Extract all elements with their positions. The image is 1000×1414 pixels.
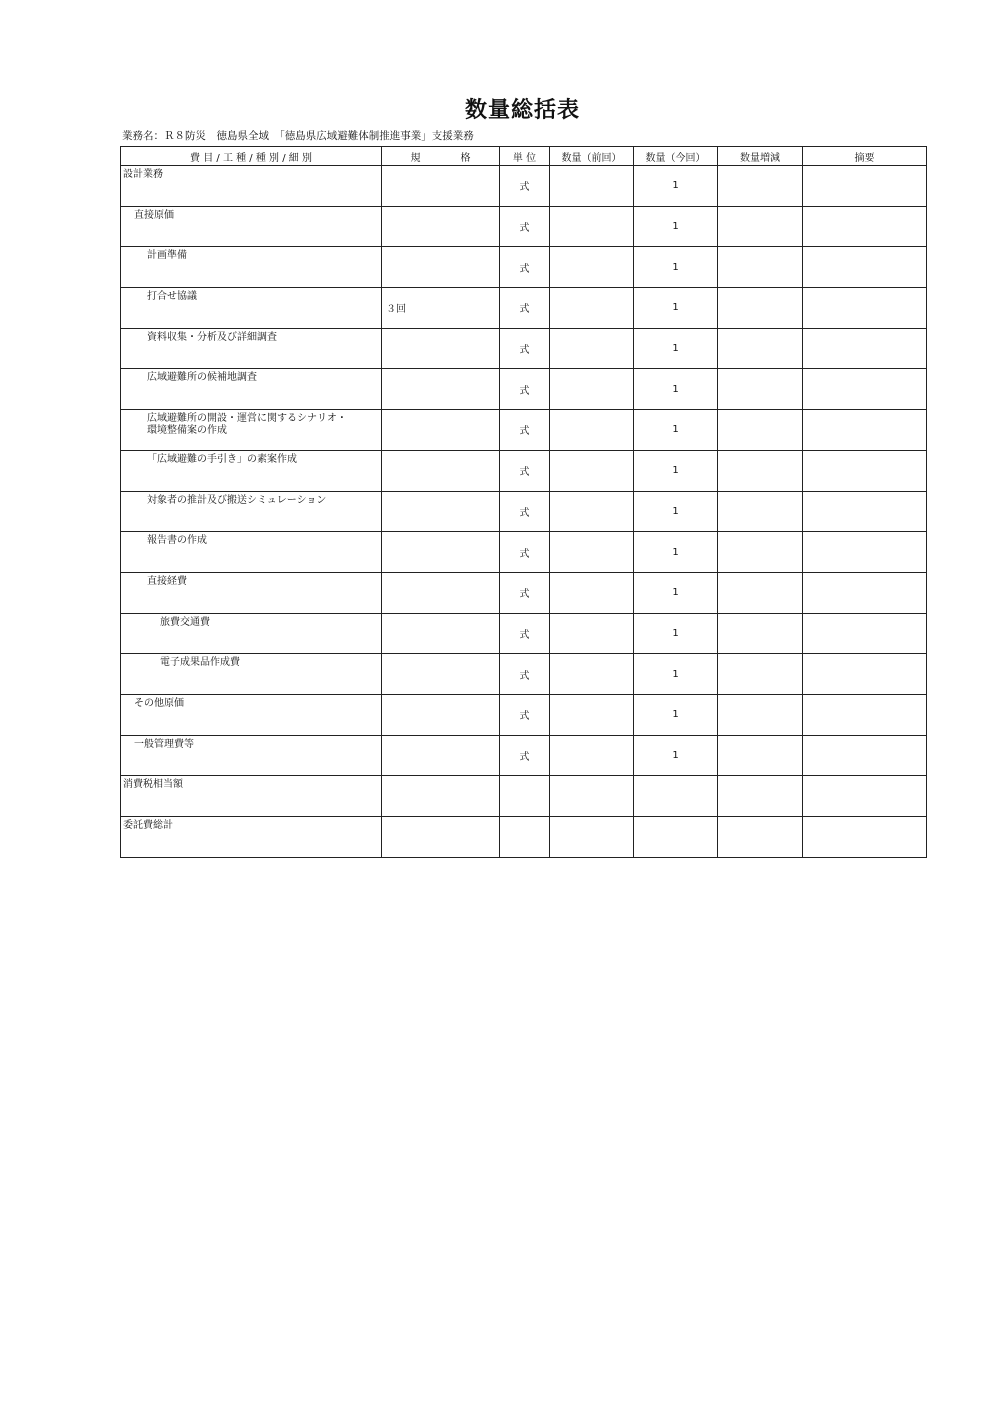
qty-prev-cell	[550, 206, 634, 247]
unit-cell: 式	[500, 247, 550, 288]
table-row	[121, 166, 927, 207]
spec-cell	[382, 532, 500, 573]
note-cell	[803, 817, 927, 858]
note-cell	[803, 776, 927, 817]
header-unit: 単 位	[500, 147, 550, 166]
unit-cell: 式	[500, 369, 550, 410]
note-cell	[803, 247, 927, 288]
qty-prev-cell	[550, 450, 634, 491]
spec-cell	[382, 572, 500, 613]
unit-cell: 式	[500, 491, 550, 532]
qty-now-cell: 1	[634, 288, 718, 329]
unit-cell: 式	[500, 694, 550, 735]
unit-cell: 式	[500, 450, 550, 491]
qty-now-cell: 1	[634, 247, 718, 288]
spec-cell	[382, 450, 500, 491]
note-cell	[803, 735, 927, 776]
qty-now-cell: 1	[634, 735, 718, 776]
table-row	[121, 613, 927, 654]
table-row	[121, 532, 927, 573]
table-row	[121, 817, 927, 858]
unit-cell: 式	[500, 206, 550, 247]
unit-cell	[500, 817, 550, 858]
unit-cell	[500, 776, 550, 817]
qty-prev-cell	[550, 532, 634, 573]
note-cell	[803, 613, 927, 654]
qty-diff-cell	[718, 817, 803, 858]
table-row	[121, 694, 927, 735]
qty-diff-cell	[718, 328, 803, 369]
qty-now-cell: 1	[634, 572, 718, 613]
unit-cell: 式	[500, 410, 550, 451]
unit-cell: 式	[500, 288, 550, 329]
item-name-cell: 報告書の作成	[121, 532, 382, 573]
qty-now-cell: 1	[634, 369, 718, 410]
qty-prev-cell	[550, 694, 634, 735]
spec-cell	[382, 817, 500, 858]
qty-diff-cell	[718, 613, 803, 654]
table-row	[121, 247, 927, 288]
qty-now-cell: 1	[634, 206, 718, 247]
note-cell	[803, 206, 927, 247]
qty-now-cell: 1	[634, 654, 718, 695]
item-name-cell: 打合せ協議	[121, 288, 382, 329]
item-name-cell: 対象者の推計及び搬送シミュレーション	[121, 491, 382, 532]
qty-diff-cell	[718, 694, 803, 735]
table-row	[121, 572, 927, 613]
table-row	[121, 491, 927, 532]
qty-prev-cell	[550, 735, 634, 776]
qty-prev-cell	[550, 654, 634, 695]
qty-now-cell: 1	[634, 532, 718, 573]
header-spec: 規 格	[382, 147, 500, 166]
spec-cell	[382, 776, 500, 817]
table-row	[121, 735, 927, 776]
qty-prev-cell	[550, 776, 634, 817]
unit-cell: 式	[500, 735, 550, 776]
qty-now-cell: 1	[634, 328, 718, 369]
qty-prev-cell	[550, 247, 634, 288]
qty-prev-cell	[550, 613, 634, 654]
table-row	[121, 654, 927, 695]
qty-diff-cell	[718, 206, 803, 247]
qty-diff-cell	[718, 491, 803, 532]
item-name-cell: その他原価	[121, 694, 382, 735]
note-cell	[803, 166, 927, 207]
item-name-cell: 直接原価	[121, 206, 382, 247]
spec-cell	[382, 694, 500, 735]
qty-prev-cell	[550, 328, 634, 369]
qty-prev-cell	[550, 369, 634, 410]
spec-cell	[382, 735, 500, 776]
note-cell	[803, 450, 927, 491]
header-note: 摘要	[803, 147, 927, 166]
note-cell	[803, 328, 927, 369]
qty-prev-cell	[550, 817, 634, 858]
qty-diff-cell	[718, 532, 803, 573]
qty-now-cell	[634, 817, 718, 858]
qty-prev-cell	[550, 166, 634, 207]
item-name-cell: 設計業務	[121, 166, 382, 207]
qty-now-cell: 1	[634, 613, 718, 654]
qty-diff-cell	[718, 247, 803, 288]
item-name-cell: 電子成果品作成費	[121, 654, 382, 695]
header-qty-now: 数量（今回）	[634, 147, 718, 166]
spec-cell	[382, 206, 500, 247]
page-title: 数量総括表	[464, 98, 580, 123]
qty-prev-cell	[550, 491, 634, 532]
qty-diff-cell	[718, 776, 803, 817]
qty-now-cell: 1	[634, 166, 718, 207]
header-item: 費 目 / 工 種 / 種 別 / 細 別	[121, 147, 382, 166]
note-cell	[803, 369, 927, 410]
note-cell	[803, 572, 927, 613]
qty-diff-cell	[718, 369, 803, 410]
qty-diff-cell	[718, 450, 803, 491]
spec-cell	[382, 613, 500, 654]
table-row	[121, 328, 927, 369]
note-cell	[803, 288, 927, 329]
qty-prev-cell	[550, 410, 634, 451]
item-name-cell: 広域避難所の開設・運営に関するシナリオ・ 環境整備案の作成	[121, 410, 382, 451]
item-name-cell: 広域避難所の候補地調査	[121, 369, 382, 410]
note-cell	[803, 694, 927, 735]
table-row	[121, 410, 927, 451]
unit-cell: 式	[500, 532, 550, 573]
qty-diff-cell	[718, 735, 803, 776]
qty-diff-cell	[718, 288, 803, 329]
unit-cell: 式	[500, 328, 550, 369]
unit-cell: 式	[500, 654, 550, 695]
spec-cell	[382, 491, 500, 532]
spec-cell	[382, 166, 500, 207]
qty-prev-cell	[550, 288, 634, 329]
qty-now-cell: 1	[634, 410, 718, 451]
qty-diff-cell	[718, 410, 803, 451]
table-row	[121, 288, 927, 329]
header-qty-prev: 数量（前回）	[550, 147, 634, 166]
spec-cell	[382, 410, 500, 451]
qty-now-cell	[634, 776, 718, 817]
spec-cell	[382, 328, 500, 369]
item-name-cell: 直接経費	[121, 572, 382, 613]
item-name-cell: 委託費総計	[121, 817, 382, 858]
unit-cell: 式	[500, 572, 550, 613]
qty-now-cell: 1	[634, 491, 718, 532]
item-name-cell: 消費税相当額	[121, 776, 382, 817]
table-header-row	[121, 147, 927, 166]
spec-cell	[382, 247, 500, 288]
unit-cell: 式	[500, 166, 550, 207]
item-name-cell: 資料収集・分析及び詳細調査	[121, 328, 382, 369]
item-name-cell: 計画準備	[121, 247, 382, 288]
table-body	[121, 166, 927, 858]
table-row	[121, 369, 927, 410]
qty-prev-cell	[550, 572, 634, 613]
table-row	[121, 776, 927, 817]
note-cell	[803, 491, 927, 532]
table-row	[121, 450, 927, 491]
header-qty-diff: 数量増減	[718, 147, 803, 166]
item-name-cell: 旅費交通費	[121, 613, 382, 654]
qty-now-cell: 1	[634, 694, 718, 735]
qty-diff-cell	[718, 572, 803, 613]
note-cell	[803, 410, 927, 451]
item-name-cell: 「広域避難の手引き」の素案作成	[121, 450, 382, 491]
spec-cell	[382, 654, 500, 695]
unit-cell: 式	[500, 613, 550, 654]
note-cell	[803, 532, 927, 573]
quantity-summary-table	[120, 146, 927, 858]
project-name: 業務名：Ｒ８防災 徳島県全域 「徳島県広域避難体制推進事業」支援業務	[122, 130, 474, 142]
spec-cell: ３回	[382, 288, 500, 329]
qty-diff-cell	[718, 166, 803, 207]
qty-now-cell: 1	[634, 450, 718, 491]
note-cell	[803, 654, 927, 695]
qty-diff-cell	[718, 654, 803, 695]
item-name-cell: 一般管理費等	[121, 735, 382, 776]
spec-cell	[382, 369, 500, 410]
table-row	[121, 206, 927, 247]
